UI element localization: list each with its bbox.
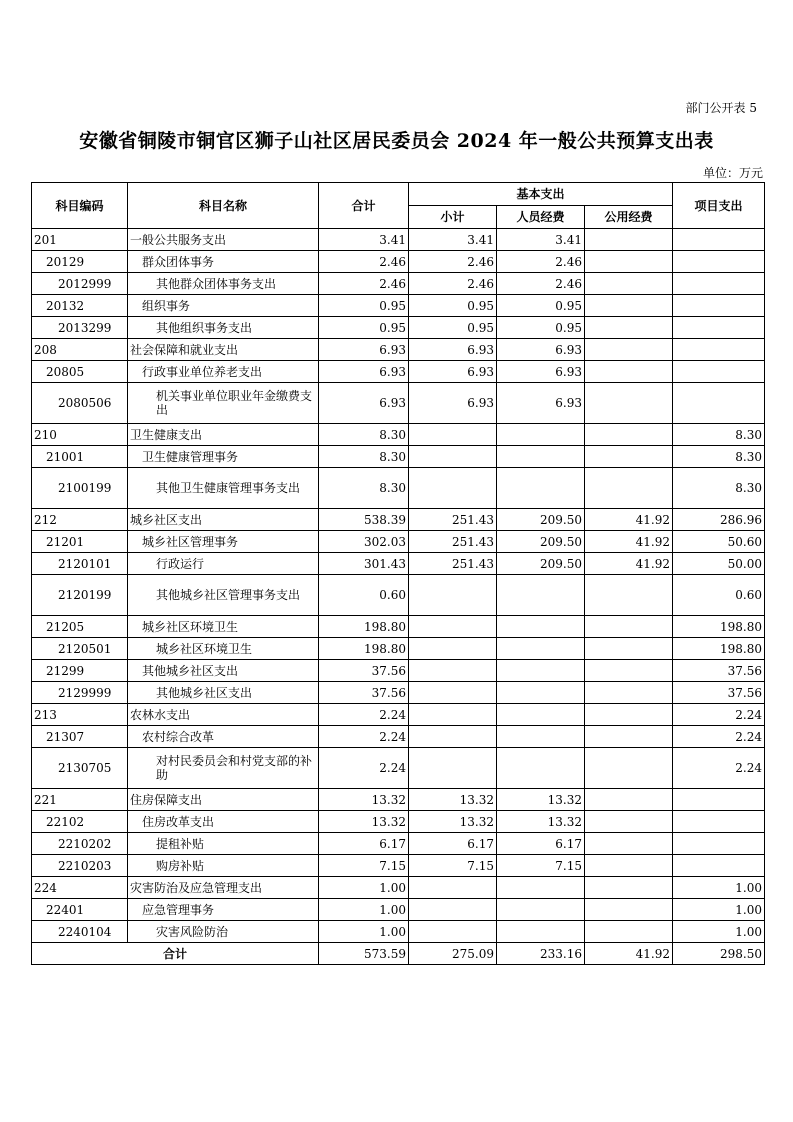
cell-public <box>585 833 673 855</box>
cell-public <box>585 877 673 899</box>
header-project: 项目支出 <box>673 183 765 229</box>
cell-personnel: 209.50 <box>497 531 585 553</box>
cell-personnel: 209.50 <box>497 509 585 531</box>
cell-total: 2.46 <box>319 251 409 273</box>
table-row <box>32 899 765 921</box>
cell-personnel: 6.93 <box>497 339 585 361</box>
table-header <box>32 183 765 229</box>
cell-subtotal: 6.93 <box>409 383 497 424</box>
table-row <box>32 575 765 616</box>
cell-personnel <box>497 748 585 789</box>
cell-name: 机关事业单位职业年金缴费支出 <box>128 383 319 424</box>
cell-project <box>673 229 765 251</box>
table-row <box>32 833 765 855</box>
header-name: 科目名称 <box>128 183 319 229</box>
cell-project: 8.30 <box>673 468 765 509</box>
cell-subtotal <box>409 575 497 616</box>
cell-code: 21205 <box>32 616 128 638</box>
cell-subtotal: 13.32 <box>409 811 497 833</box>
cell-project: 2.24 <box>673 704 765 726</box>
cell-code: 224 <box>32 877 128 899</box>
cell-subtotal: 2.46 <box>409 251 497 273</box>
table-row <box>32 273 765 295</box>
cell-subtotal <box>409 899 497 921</box>
cell-subtotal <box>409 704 497 726</box>
cell-code: 2210202 <box>32 833 128 855</box>
table-row <box>32 660 765 682</box>
cell-name: 社会保障和就业支出 <box>128 339 319 361</box>
cell-code: 221 <box>32 789 128 811</box>
cell-personnel <box>497 921 585 943</box>
cell-name: 其他城乡社区支出 <box>128 660 319 682</box>
header-total: 合计 <box>319 183 409 229</box>
table-row <box>32 229 765 251</box>
cell-total: 1.00 <box>319 899 409 921</box>
cell-public <box>585 251 673 273</box>
table-row <box>32 704 765 726</box>
cell-total: 1.00 <box>319 877 409 899</box>
cell-public <box>585 855 673 877</box>
cell-public <box>585 317 673 339</box>
cell-subtotal <box>409 424 497 446</box>
cell-public <box>585 638 673 660</box>
table-row <box>32 339 765 361</box>
cell-total: 37.56 <box>319 682 409 704</box>
cell-project <box>673 383 765 424</box>
cell-total: 6.93 <box>319 339 409 361</box>
cell-subtotal <box>409 921 497 943</box>
cell-total: 8.30 <box>319 424 409 446</box>
cell-project <box>673 855 765 877</box>
cell-personnel <box>497 899 585 921</box>
cell-name: 应急管理事务 <box>128 899 319 921</box>
cell-public <box>585 748 673 789</box>
cell-name: 其他卫生健康管理事务支出 <box>128 468 319 509</box>
cell-project <box>673 339 765 361</box>
cell-subtotal <box>409 877 497 899</box>
cell-total: 198.80 <box>319 638 409 660</box>
cell-project: 1.00 <box>673 877 765 899</box>
cell-name: 对村民委员会和村党支部的补助 <box>128 748 319 789</box>
cell-personnel: 209.50 <box>497 553 585 575</box>
cell-public <box>585 273 673 295</box>
table-row <box>32 811 765 833</box>
cell-project: 2.24 <box>673 748 765 789</box>
cell-total: 8.30 <box>319 446 409 468</box>
cell-code: 2080506 <box>32 383 128 424</box>
cell-name: 灾害风险防治 <box>128 921 319 943</box>
unit-label: 单位：万元 <box>702 166 763 180</box>
table-body <box>32 229 765 943</box>
table-row <box>32 921 765 943</box>
cell-subtotal <box>409 638 497 660</box>
cell-total: 2.24 <box>319 748 409 789</box>
cell-project: 8.30 <box>673 424 765 446</box>
header-basic: 基本支出 <box>409 183 673 206</box>
cell-project <box>673 295 765 317</box>
cell-personnel: 6.17 <box>497 833 585 855</box>
cell-personnel: 2.46 <box>497 273 585 295</box>
cell-public <box>585 383 673 424</box>
table-row <box>32 726 765 748</box>
cell-project: 1.00 <box>673 899 765 921</box>
cell-public <box>585 660 673 682</box>
cell-name: 组织事务 <box>128 295 319 317</box>
cell-code: 21307 <box>32 726 128 748</box>
cell-code: 2130705 <box>32 748 128 789</box>
cell-total: 6.17 <box>319 833 409 855</box>
cell-personnel: 6.93 <box>497 361 585 383</box>
cell-name: 一般公共服务支出 <box>128 229 319 251</box>
cell-total: 13.32 <box>319 811 409 833</box>
cell-personnel: 6.93 <box>497 383 585 424</box>
cell-code: 21299 <box>32 660 128 682</box>
cell-public <box>585 726 673 748</box>
table-row <box>32 424 765 446</box>
cell-total: 8.30 <box>319 468 409 509</box>
cell-public: 41.92 <box>585 509 673 531</box>
cell-public <box>585 295 673 317</box>
cell-project: 37.56 <box>673 660 765 682</box>
cell-name: 其他城乡社区管理事务支出 <box>128 575 319 616</box>
cell-personnel <box>497 682 585 704</box>
cell-total: 2.24 <box>319 704 409 726</box>
cell-project: 50.00 <box>673 553 765 575</box>
cell-code: 2129999 <box>32 682 128 704</box>
cell-project <box>673 361 765 383</box>
cell-code: 201 <box>32 229 128 251</box>
total-personnel: 233.16 <box>497 943 585 965</box>
cell-personnel: 13.32 <box>497 789 585 811</box>
cell-name: 其他城乡社区支出 <box>128 682 319 704</box>
cell-project: 37.56 <box>673 682 765 704</box>
cell-personnel: 3.41 <box>497 229 585 251</box>
cell-code: 21001 <box>32 446 128 468</box>
cell-name: 提租补贴 <box>128 833 319 855</box>
cell-subtotal: 251.43 <box>409 531 497 553</box>
cell-name: 其他群众团体事务支出 <box>128 273 319 295</box>
total-public: 41.92 <box>585 943 673 965</box>
cell-project: 50.60 <box>673 531 765 553</box>
cell-total: 0.60 <box>319 575 409 616</box>
cell-public <box>585 682 673 704</box>
cell-project: 198.80 <box>673 616 765 638</box>
cell-code: 212 <box>32 509 128 531</box>
header-personnel: 人员经费 <box>497 206 585 229</box>
cell-total: 6.93 <box>319 361 409 383</box>
document-code: 部门公开表 5 <box>685 101 757 115</box>
cell-name: 农林水支出 <box>128 704 319 726</box>
cell-public <box>585 339 673 361</box>
cell-public <box>585 446 673 468</box>
table-row <box>32 295 765 317</box>
cell-name: 城乡社区支出 <box>128 509 319 531</box>
cell-project <box>673 317 765 339</box>
cell-code: 2012999 <box>32 273 128 295</box>
table-row <box>32 509 765 531</box>
table-row <box>32 446 765 468</box>
cell-subtotal <box>409 660 497 682</box>
total-sum: 573.59 <box>319 943 409 965</box>
cell-name: 农村综合改革 <box>128 726 319 748</box>
cell-code: 2120199 <box>32 575 128 616</box>
cell-project: 0.60 <box>673 575 765 616</box>
cell-personnel <box>497 424 585 446</box>
cell-subtotal: 3.41 <box>409 229 497 251</box>
cell-name: 灾害防治及应急管理支出 <box>128 877 319 899</box>
cell-subtotal <box>409 616 497 638</box>
cell-code: 2013299 <box>32 317 128 339</box>
cell-subtotal <box>409 748 497 789</box>
cell-code: 2210203 <box>32 855 128 877</box>
cell-public <box>585 468 673 509</box>
cell-total: 2.46 <box>319 273 409 295</box>
cell-personnel: 2.46 <box>497 251 585 273</box>
cell-name: 住房改革支出 <box>128 811 319 833</box>
header-public: 公用经费 <box>585 206 673 229</box>
cell-name: 城乡社区环境卫生 <box>128 638 319 660</box>
table-row <box>32 468 765 509</box>
cell-subtotal: 0.95 <box>409 317 497 339</box>
cell-total: 1.00 <box>319 921 409 943</box>
cell-public <box>585 921 673 943</box>
cell-subtotal: 251.43 <box>409 553 497 575</box>
cell-name: 城乡社区管理事务 <box>128 531 319 553</box>
cell-name: 卫生健康管理事务 <box>128 446 319 468</box>
cell-total: 538.39 <box>319 509 409 531</box>
cell-total: 13.32 <box>319 789 409 811</box>
cell-subtotal <box>409 446 497 468</box>
total-row <box>32 943 765 965</box>
table-row <box>32 789 765 811</box>
cell-subtotal: 6.93 <box>409 361 497 383</box>
total-project: 298.50 <box>673 943 765 965</box>
table-row <box>32 748 765 789</box>
cell-personnel: 13.32 <box>497 811 585 833</box>
total-subtotal: 275.09 <box>409 943 497 965</box>
cell-total: 2.24 <box>319 726 409 748</box>
cell-total: 7.15 <box>319 855 409 877</box>
cell-public: 41.92 <box>585 553 673 575</box>
cell-personnel <box>497 660 585 682</box>
cell-project <box>673 833 765 855</box>
table-row <box>32 682 765 704</box>
cell-subtotal <box>409 682 497 704</box>
cell-subtotal: 6.17 <box>409 833 497 855</box>
cell-name: 城乡社区环境卫生 <box>128 616 319 638</box>
cell-subtotal <box>409 468 497 509</box>
header-subtotal: 小计 <box>409 206 497 229</box>
table-row <box>32 383 765 424</box>
cell-subtotal <box>409 726 497 748</box>
table-row <box>32 531 765 553</box>
cell-project: 1.00 <box>673 921 765 943</box>
cell-personnel <box>497 575 585 616</box>
cell-personnel <box>497 704 585 726</box>
cell-total: 0.95 <box>319 317 409 339</box>
cell-code: 20805 <box>32 361 128 383</box>
cell-public <box>585 424 673 446</box>
cell-project <box>673 811 765 833</box>
cell-personnel <box>497 726 585 748</box>
table-row <box>32 361 765 383</box>
cell-public <box>585 899 673 921</box>
cell-total: 0.95 <box>319 295 409 317</box>
table-row <box>32 877 765 899</box>
cell-subtotal: 6.93 <box>409 339 497 361</box>
cell-name: 购房补贴 <box>128 855 319 877</box>
cell-name: 行政事业单位养老支出 <box>128 361 319 383</box>
cell-project <box>673 789 765 811</box>
cell-total: 6.93 <box>319 383 409 424</box>
table-row <box>32 855 765 877</box>
cell-code: 21201 <box>32 531 128 553</box>
budget-table <box>31 182 765 965</box>
cell-code: 20132 <box>32 295 128 317</box>
cell-total: 302.03 <box>319 531 409 553</box>
header-code: 科目编码 <box>32 183 128 229</box>
total-label: 合计 <box>32 943 319 965</box>
cell-total: 3.41 <box>319 229 409 251</box>
cell-project <box>673 251 765 273</box>
cell-public <box>585 361 673 383</box>
cell-code: 213 <box>32 704 128 726</box>
cell-total: 198.80 <box>319 616 409 638</box>
cell-name: 其他组织事务支出 <box>128 317 319 339</box>
cell-project: 2.24 <box>673 726 765 748</box>
cell-name: 群众团体事务 <box>128 251 319 273</box>
page-title: 安徽省铜陵市铜官区狮子山社区居民委员会 2024 年一般公共预算支出表 <box>79 130 714 152</box>
cell-code: 20129 <box>32 251 128 273</box>
cell-name: 卫生健康支出 <box>128 424 319 446</box>
cell-subtotal: 0.95 <box>409 295 497 317</box>
cell-subtotal: 7.15 <box>409 855 497 877</box>
cell-subtotal: 13.32 <box>409 789 497 811</box>
cell-public <box>585 575 673 616</box>
table-row <box>32 317 765 339</box>
cell-project: 286.96 <box>673 509 765 531</box>
cell-code: 210 <box>32 424 128 446</box>
cell-subtotal: 2.46 <box>409 273 497 295</box>
cell-code: 22102 <box>32 811 128 833</box>
cell-personnel: 0.95 <box>497 317 585 339</box>
cell-personnel: 0.95 <box>497 295 585 317</box>
cell-code: 208 <box>32 339 128 361</box>
cell-total: 301.43 <box>319 553 409 575</box>
table-row <box>32 616 765 638</box>
table-row <box>32 553 765 575</box>
cell-public <box>585 616 673 638</box>
cell-code: 2120101 <box>32 553 128 575</box>
cell-name: 住房保障支出 <box>128 789 319 811</box>
cell-personnel <box>497 616 585 638</box>
cell-total: 37.56 <box>319 660 409 682</box>
cell-personnel <box>497 638 585 660</box>
cell-subtotal: 251.43 <box>409 509 497 531</box>
table-row <box>32 251 765 273</box>
cell-project <box>673 273 765 295</box>
cell-code: 2100199 <box>32 468 128 509</box>
cell-personnel: 7.15 <box>497 855 585 877</box>
cell-name: 行政运行 <box>128 553 319 575</box>
cell-code: 2240104 <box>32 921 128 943</box>
cell-personnel <box>497 877 585 899</box>
cell-personnel <box>497 468 585 509</box>
cell-public: 41.92 <box>585 531 673 553</box>
cell-code: 2120501 <box>32 638 128 660</box>
cell-public <box>585 789 673 811</box>
cell-project: 8.30 <box>673 446 765 468</box>
cell-public <box>585 811 673 833</box>
cell-code: 22401 <box>32 899 128 921</box>
cell-project: 198.80 <box>673 638 765 660</box>
table-row <box>32 638 765 660</box>
cell-public <box>585 704 673 726</box>
cell-personnel <box>497 446 585 468</box>
cell-public <box>585 229 673 251</box>
